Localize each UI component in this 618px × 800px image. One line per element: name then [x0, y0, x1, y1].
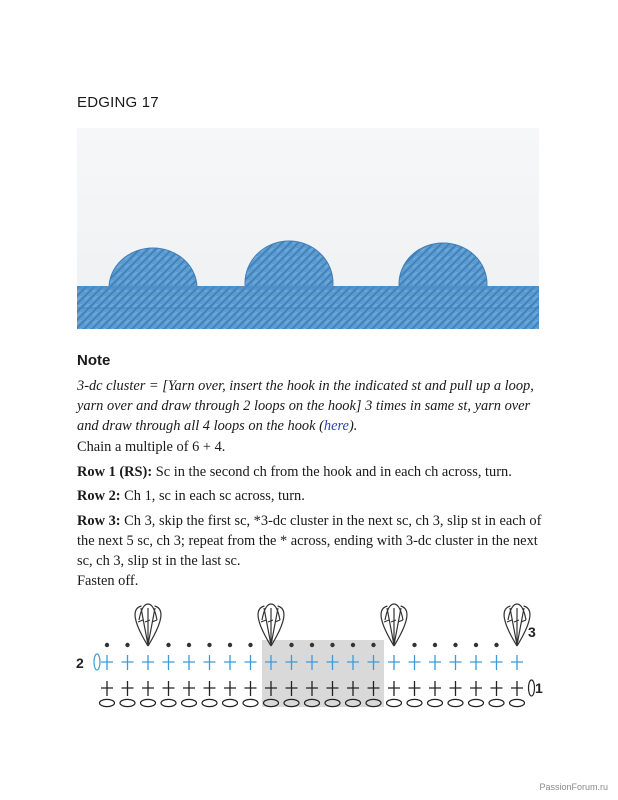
slip-stitch [330, 643, 334, 647]
sc-stitch [491, 655, 503, 670]
row-label-1: 1 [535, 680, 543, 696]
turning-chain [529, 680, 535, 696]
row-label-2: 2 [76, 655, 84, 671]
slip-stitch [351, 643, 355, 647]
sc-stitch [245, 655, 257, 670]
slip-stitch [166, 643, 170, 647]
sc-stitch [388, 681, 400, 696]
dc-cluster [504, 604, 530, 646]
slip-stitch [494, 643, 498, 647]
slip-stitch [248, 643, 252, 647]
sc-stitch [142, 681, 154, 696]
row-3-instruction: Row 3: Ch 3, skip the first sc, *3-dc cluster in the next sc, ch 3, slip st in each of the next 5 sc, ch 3; repeat from the * across, ending with 3-dc cluster in the next sc, ch 3, slip st in the last sc. [77, 513, 542, 569]
sc-stitch [409, 681, 421, 696]
slip-stitch [371, 643, 375, 647]
sc-stitch [101, 681, 113, 696]
slip-stitch [125, 643, 129, 647]
sc-stitch [122, 655, 134, 670]
sc-stitch [183, 681, 195, 696]
chain-instruction: Chain a multiple of 6 + 4. [77, 439, 226, 455]
chain-stitch [182, 699, 197, 706]
sc-stitch [429, 681, 441, 696]
stitch-diagram [70, 600, 550, 715]
chain-stitch [161, 699, 176, 706]
chain-stitch [407, 699, 422, 706]
slip-stitch [433, 643, 437, 647]
repeat-box [262, 640, 384, 707]
sc-stitch [470, 681, 482, 696]
slip-stitch [289, 643, 293, 647]
slip-stitch [187, 643, 191, 647]
slip-stitch [207, 643, 211, 647]
slip-stitch [310, 643, 314, 647]
sc-stitch [388, 655, 400, 670]
sc-stitch [183, 655, 195, 670]
dc-cluster [258, 604, 284, 646]
sc-stitch [511, 655, 523, 670]
chain-stitch [428, 699, 443, 706]
sc-stitch [409, 655, 421, 670]
chain-stitch [120, 699, 135, 706]
chain-stitch [202, 699, 217, 706]
dc-cluster [135, 604, 161, 646]
sc-stitch [204, 655, 216, 670]
chain-stitch [100, 699, 115, 706]
sc-stitch [511, 681, 523, 696]
slip-stitch [412, 643, 416, 647]
fasten-off: Fasten off. [77, 573, 139, 589]
sc-stitch [163, 655, 175, 670]
chain-stitch [489, 699, 504, 706]
sc-stitch [204, 681, 216, 696]
turning-chain [94, 654, 100, 670]
chain-stitch [243, 699, 258, 706]
chain-stitch [469, 699, 484, 706]
sc-stitch [224, 655, 236, 670]
pattern-title: EDGING 17 [77, 94, 159, 111]
row-1-instruction: Row 1 (RS): Sc in the second ch from the hook and in each ch across, turn. [77, 464, 512, 480]
sc-stitch [224, 681, 236, 696]
dc-cluster [381, 604, 407, 646]
crochet-edging-image [77, 128, 539, 329]
sc-stitch [142, 655, 154, 670]
watermark: PassionForum.ru [539, 782, 608, 792]
row-label-3: 3 [528, 624, 536, 640]
here-link[interactable]: here [323, 418, 349, 434]
chain-stitch [448, 699, 463, 706]
chain-stitch [387, 699, 402, 706]
sc-stitch [450, 655, 462, 670]
chain-stitch [223, 699, 238, 706]
slip-stitch [228, 643, 232, 647]
sc-stitch [163, 681, 175, 696]
slip-stitch [105, 643, 109, 647]
sc-stitch [101, 655, 113, 670]
sc-stitch [470, 655, 482, 670]
sc-stitch [245, 681, 257, 696]
sc-stitch [450, 681, 462, 696]
note-heading: Note [77, 352, 111, 369]
sc-stitch [122, 681, 134, 696]
sc-stitch [429, 655, 441, 670]
chain-stitch [141, 699, 156, 706]
edging-photo [77, 128, 539, 329]
sc-stitch [491, 681, 503, 696]
slip-stitch [453, 643, 457, 647]
chain-stitch [510, 699, 525, 706]
row-2-instruction: Row 2: Ch 1, sc in each sc across, turn. [77, 488, 305, 504]
note-text: 3-dc cluster = [Yarn over, insert the hook in the indicated st and pull up a loop, yarn over and draw through 2 loops on the hook] 3 times in same st, yarn over and draw through all 4 loops on the hook (here). [77, 378, 534, 434]
slip-stitch [474, 643, 478, 647]
